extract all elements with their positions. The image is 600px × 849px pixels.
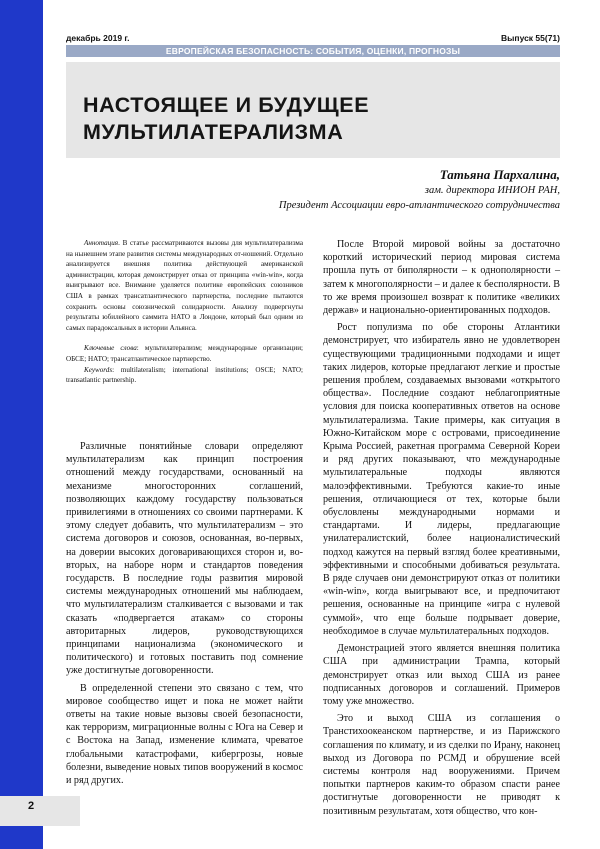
abstract-text: . В статье рассматриваются вызовы для мультилатерализма на нынешнем этапе развития системы международных от-ношений. Отдельно анализируется внешняя политика действующей американской администрации, которая демонстрирует отказ от принципа «win-win», когда выигрывают все. Внимание уделяется политике европейских союзников США в рамках трансатлантического партнерства, последние пытаются сохранить основы союзнической солидарности. Анализу подвергнуты результаты юбилейного саммита НАТО в Лондоне, который был одним из самых парадоксальных в истории Альянса. xyxy=(66,239,303,332)
body-paragraph: После Второй мировой войны за достаточно короткий исторический период мировая система прошла путь от биполярности – к однополярности – затем к многополярности – и далее к бесполярности. В то же время произошел возврат к политике «великих держав» и национально-ориентированных подходов. xyxy=(323,239,560,317)
abstract-paragraph xyxy=(66,238,303,333)
keywords-en-label: Keywords xyxy=(84,365,113,374)
body-paragraph: В определенной степени это связано с тем, что мировое сообщество ищет и пока не может найти ответы на такие новые вызовы своей безопасности, как терроризм, миграционные волны с Юга на Север и с Востока на Запад, изменение климата, чреватое глобальными катастрофами, кибергрозы, новые болезни, выведение новых типов вооружений в космос и ряд других. xyxy=(66,682,303,787)
body-paragraph: Различные понятийные словари определяют мультилатерализм как принцип построения отношений между государствами, основанный на механизме многосторонних соглашений, позволяющих каждому государству пользоваться привилегиями в отношениях со своими партнерами. К этому следует добавить, что мультилатерализм – это система договоров и союзов, основанная, во-первых, на доверии высоких договаривающихся сторон и, во-вторых, на наборе норм и стандартов поведения государств. В последние годы развития мировой системы международных отношений мы наблюдаем, что мультилатерализм сталкивается с вызовами и так сказать «подвергается атакам» со стороны авторитарных лидеров, руководствующихся принципами национализма (экономического и политического) и готовых поставить под сомнение уже достигнутые договоренности. xyxy=(66,441,303,677)
author-block xyxy=(120,166,560,213)
keywords-ru-text: : мультилатерализм; международные организации; ОБСЕ; НАТО; трансатлантическое партнерство. xyxy=(66,344,303,363)
abstract-label: Аннотация xyxy=(84,239,119,247)
title-box xyxy=(66,62,560,158)
issue-date: декабрь 2019 г. xyxy=(66,33,130,43)
page-number: 2 xyxy=(28,800,35,812)
article-title-line-1: НАСТОЯЩЕЕ И БУДУЩЕЕ xyxy=(83,93,370,117)
keywords-en-text: : multilateralism; international institutions; OSCE; NATO; transatlantic partnership. xyxy=(66,365,303,385)
author-name: Татьяна Пархалина, xyxy=(439,167,560,182)
section-band: ЕВРОПЕЙСКАЯ БЕЗОПАСНОСТЬ: СОБЫТИЯ, ОЦЕНКИ, ПРОГНОЗЫ xyxy=(66,45,560,57)
issue-number: Выпуск 55(71) xyxy=(501,33,560,43)
author-position: зам. директора ИНИОН РАН, xyxy=(424,185,560,196)
body-paragraph: Это и выход США из соглашения о Транстихоокеанском партнерстве, и из Парижского соглашения по климату, и из сделки по Ирану, наконец выход из Договора по РСМД и обрушение всей системы контроля над вооружениями. Причем попытки партнеров каким-то образом спасти ранее достигнутые договоренности не приводят к позитивным результатам, хотя общество, что кон- xyxy=(323,713,560,817)
keywords-en xyxy=(66,365,303,386)
article-title-line-2: МУЛЬТИЛАТЕРАЛИЗМА xyxy=(83,120,344,144)
keywords-ru-label: Ключевые слова xyxy=(84,344,137,353)
right-column-body xyxy=(323,238,560,818)
abstract-block xyxy=(66,238,303,386)
author-affiliation: Президент Ассоциации евро-атлантического сотрудничества xyxy=(278,200,560,211)
page-number-box xyxy=(0,796,80,826)
running-header xyxy=(66,32,560,44)
left-column-body xyxy=(66,440,303,787)
body-paragraph: Демонстрацией этого является внешняя политика США при администрации Трампа, который демонстрирует отказ или выход США из ранее подписанных договоров и соглашений. Примеров тому уже множество. xyxy=(323,643,560,707)
left-color-strip xyxy=(0,0,43,849)
body-paragraph: Рост популизма по обе стороны Атлантики демонстрирует, что избиратель явно не удовлетворен существующими традиционными подходами и ищет таких лидеров, которые предлагают легкие и простые решения проблем, создаваемых вызовами «открытого общества». Последние создают неблагоприятные условия для поиска кооперативных ответов на основе мультилатерализма. Такие примеры, как ситуация в Южно-Китайском море с островами, присоединение Крыма Россией, ракетная программа Северной Кореи и ряд других показывают, что международные мультилатеральные подходы являются малоэффективными. Требуются какие-то иные решения, отличающиеся от тех, которые были обусловлены международными нормами и стандартами. И лидеры, предлагающие унилатералистский, более националистический подход кажутся на первый взгляд более креативными, эффективными и способными добиваться результата. В ряде случаев они демонстрируют отказ от политики «win-win», когда выигрывают все, и предпочитают решения, основанные на принципе «игра с нулевой суммой», что еще больше подрывает доверие, необходимое в случае мультилатеральных подходов. xyxy=(323,322,560,637)
keywords-ru xyxy=(66,343,303,364)
